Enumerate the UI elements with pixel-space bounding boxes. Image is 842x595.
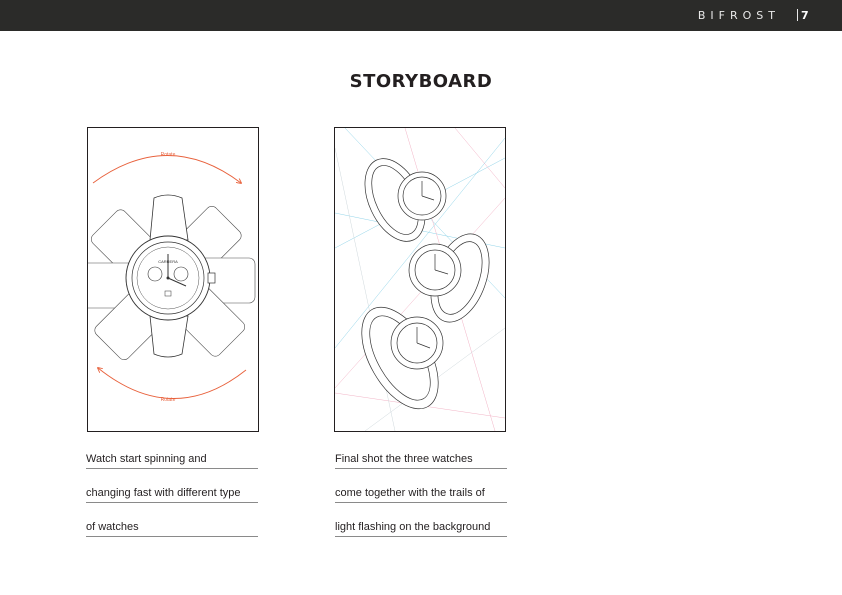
header-divider <box>797 9 798 21</box>
caption-line: Final shot the three watches <box>335 452 507 486</box>
brand-wordmark: BIFROST <box>697 9 780 22</box>
rotate-arrow-bottom <box>98 368 246 399</box>
subdial-left <box>148 267 162 281</box>
rotate-label-top: Rotate <box>160 152 176 158</box>
caption-line: of watches <box>86 520 258 554</box>
header-bar <box>0 0 842 31</box>
caption-line: Watch start spinning and <box>86 452 258 486</box>
watch-strap-top <box>150 195 188 240</box>
light-trail <box>455 128 505 188</box>
watch-top <box>353 149 446 251</box>
page-title: STORYBOARD <box>349 71 493 92</box>
spinning-watch-sketch <box>88 128 258 431</box>
rotate-arrow-top <box>93 156 241 184</box>
watch-dial-brand: CARRERA <box>158 259 178 264</box>
three-watches-sketch <box>335 128 505 431</box>
rotate-label-bottom: Rotate <box>160 397 176 403</box>
caption-line: come together with the trails of <box>335 486 507 520</box>
date-window <box>165 291 171 296</box>
watch-strap-bottom <box>150 316 188 357</box>
page-number: 7 <box>801 9 809 22</box>
subdial-right <box>174 267 188 281</box>
storyboard-frame-2 <box>334 127 506 432</box>
watch-crown <box>208 273 215 283</box>
caption-frame-2 <box>335 452 507 554</box>
caption-line: changing fast with different type <box>86 486 258 520</box>
caption-frame-1 <box>86 452 258 554</box>
watch-middle <box>409 226 500 330</box>
storyboard-frame-1 <box>87 127 259 432</box>
caption-line: light flashing on the background <box>335 520 507 554</box>
